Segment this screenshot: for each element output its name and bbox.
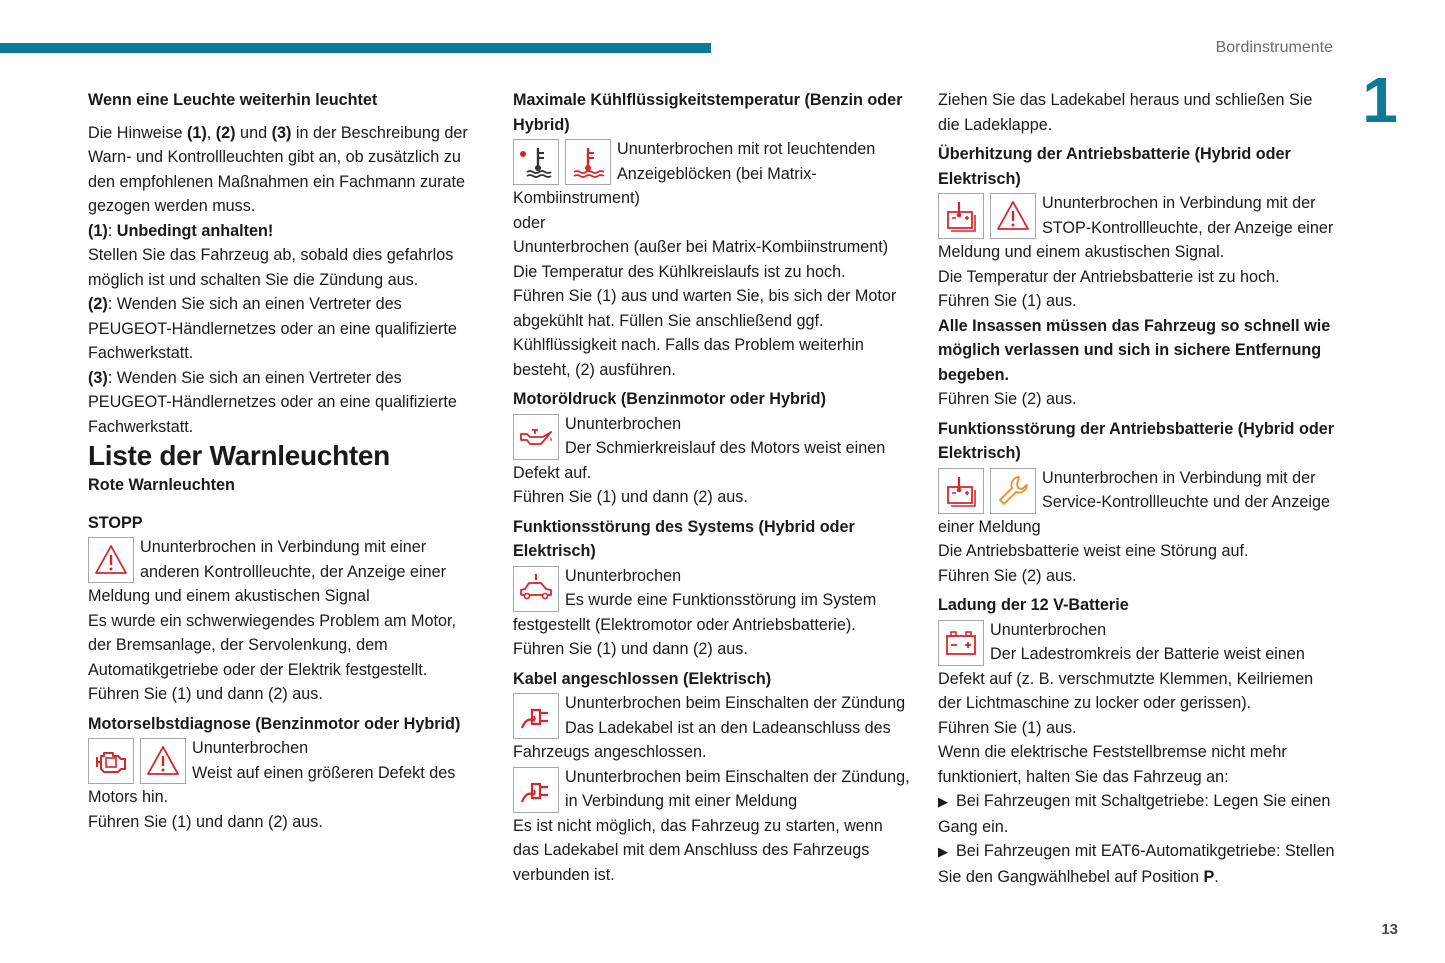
heading-oel: Motoröldruck (Benzinmotor oder Hybrid) — [513, 390, 826, 408]
lad-text-3: Führen Sie (1) aus. — [938, 718, 1077, 737]
stopp-text-1: Ununterbrochen in Verbindung mit einer anderen Kontrollleuchte, der Anzeige einer Meldung und einem akustischen Signal — [88, 538, 446, 605]
motor-text-1: Ununterbrochen — [192, 739, 309, 757]
sys-icons — [513, 566, 559, 612]
battery-temperature-icon — [938, 193, 984, 239]
top-accent-bar — [0, 43, 711, 53]
heading-kabel: Kabel angeschlossen (Elektrisch) — [513, 669, 772, 688]
battery-temperature-icon — [938, 468, 984, 514]
coolant-temp-matrix-icon — [513, 139, 559, 185]
lad-icons — [938, 620, 984, 666]
heading-ueberhitzung: Überhitzung der Antriebsbatterie (Hybrid oder Elektrisch) — [938, 145, 1291, 188]
bullet-1: ▶ Bei Fahrzeugen mit Schaltgetriebe: Legen Sie einen Gang ein. — [938, 789, 1338, 839]
funk-text-2: Die Antriebsbatterie weist eine Störung auf. — [938, 542, 1249, 560]
kabel-text-4: Es ist nicht möglich, das Fahrzeug zu starten, wenn das Ladekabel mit dem Anschluss des Fahrzeugs verbunden ist. — [513, 816, 883, 884]
oel-icons — [513, 414, 559, 460]
ueber-text-4: Alle Insassen müssen das Fahrzeug so schnell wie möglich verlassen und sich in sichere Entfernung begeben. — [938, 316, 1331, 384]
ueber-text-2: Die Temperatur der Antriebsbatterie ist zu hoch. — [938, 267, 1280, 286]
stopp-icons — [88, 537, 134, 583]
heading-ladung: Ladung der 12 V-Batterie — [938, 596, 1129, 614]
stopp-text-3: Führen Sie (1) und dann (2) aus. — [88, 685, 323, 703]
page-number: 13 — [1381, 921, 1398, 938]
car-warning-icon — [513, 566, 559, 612]
heading-rote: Rote Warnleuchten — [88, 476, 235, 494]
wrench-service-icon — [990, 468, 1036, 514]
sys-text-2: Es wurde eine Funktionsstörung im System festgestellt (Elektromotor oder Antriebsbatterie). — [513, 591, 877, 634]
kuehl-text-4: Führen Sie (1) aus und warten Sie, bis sich der Motor abgekühlt hat. Füllen Sie anschließend ggf. Kühlflüssigkeit nach. Falls das Problem weiterhin besteht, (2) ausführen. — [513, 287, 897, 379]
ueber-text-5: Führen Sie (2) aus. — [938, 390, 1077, 408]
chapter-number: 1 — [1362, 64, 1398, 136]
kuehl-text-1: Ununterbrochen mit rot leuchtenden Anzeigeblöcken (bei Matrix-Kombiinstrument) — [513, 140, 876, 207]
intro-paragraph: Die Hinweise (1), (2) und (3) in der Beschreibung der Warn- und Kontrollleuchten gibt an, ob zusätzlich zu den empfohlenen Maßnahmen ein Fachmann zurate gezogen werden muss. — [88, 123, 468, 215]
warning-triangle-icon — [88, 537, 134, 583]
motor-icons — [88, 738, 186, 784]
kuehl-icons — [513, 139, 611, 185]
ueber-text-3: Führen Sie (1) aus. — [938, 292, 1077, 310]
kabel-icons-1 — [513, 693, 559, 739]
note-1: (1): Unbedingt anhalten! — [88, 221, 274, 240]
kabel-text-3: Ununterbrochen beim Einschalten der Zündung, in Verbindung mit einer Meldung — [565, 767, 910, 810]
kabel-text-2: Das Ladekabel ist an den Ladeanschluss des Fahrzeugs angeschlossen. — [513, 718, 891, 761]
column-3 — [938, 88, 1338, 889]
coolant-temp-icon — [565, 139, 611, 185]
lad-text-2: Der Ladestromkreis der Batterie weist einen Defekt auf (z. B. verschmutzte Klemmen, Keilriemen der Lichtmaschine zu locker oder gerissen). — [938, 645, 1314, 712]
kabel-text-1: Ununterbrochen beim Einschalten der Zündung — [565, 694, 906, 712]
ueber-icons — [938, 193, 1036, 239]
kuehl-text-2: Ununterbrochen (außer bei Matrix-Kombiinstrument) — [513, 238, 889, 256]
section-title: Bordinstrumente — [1215, 39, 1333, 56]
bullet-2: ▶ Bei Fahrzeugen mit EAT6-Automatikgetriebe: Stellen Sie den Gangwählhebel auf Position P. — [938, 839, 1338, 889]
oel-text-2: Der Schmierkreislauf des Motors weist einen Defekt auf. — [513, 439, 886, 482]
lad-text-4: Wenn die elektrische Feststellbremse nicht mehr funktioniert, halten Sie das Fahrzeug an: — [938, 743, 1287, 786]
lad-text-1: Ununterbrochen — [990, 620, 1107, 639]
charging-plug-icon — [513, 767, 559, 813]
funk-icons — [938, 468, 1036, 514]
sys-text-1: Ununterbrochen — [565, 566, 682, 585]
cont-text-1: Ziehen Sie das Ladekabel heraus und schließen Sie die Ladeklappe. — [938, 91, 1313, 134]
column-2 — [513, 88, 911, 887]
kabel-icons-2 — [513, 767, 559, 813]
heading-liste: Liste der Warnleuchten — [88, 440, 390, 471]
ueber-text-1: Ununterbrochen in Verbindung mit der STOP-Kontrollleuchte, der Anzeige einer Meldung und einem akustischen Signal. — [938, 194, 1334, 261]
note-1-desc: Stellen Sie das Fahrzeug ab, sobald dies gefahrlos möglich ist und schalten Sie die Zündung aus. — [88, 246, 454, 289]
funk-text-3: Führen Sie (2) aus. — [938, 566, 1077, 585]
oil-can-icon — [513, 414, 559, 460]
heading-kuehl: Maximale Kühlflüssigkeitstemperatur (Benzin oder Hybrid) — [513, 91, 903, 134]
column-1 — [88, 88, 483, 834]
heading-stopp: STOPP — [88, 513, 143, 532]
heading-motor: Motorselbstdiagnose (Benzinmotor oder Hybrid) — [88, 714, 461, 733]
motor-text-3: Führen Sie (1) und dann (2) aus. — [88, 812, 323, 831]
engine-icon — [88, 738, 134, 784]
heading-leuchtet: Wenn eine Leuchte weiterhin leuchtet — [88, 91, 378, 109]
motor-text-2: Weist auf einen größeren Defekt des Motors hin. — [88, 763, 456, 806]
oel-text-1: Ununterbrochen — [565, 414, 682, 433]
note-2: (2): Wenden Sie sich an einen Vertreter des PEUGEOT-Händlernetzes oder an eine qualifizierte Fachwerkstatt. — [88, 295, 457, 362]
oel-text-3: Führen Sie (1) und dann (2) aus. — [513, 488, 748, 506]
funk-text-1: Ununterbrochen in Verbindung mit der Service-Kontrollleuchte und der Anzeige einer Meldung — [938, 468, 1330, 536]
stopp-text-2: Es wurde ein schwerwiegendes Problem am Motor, der Bremsanlage, der Servolenkung, dem Automatikgetriebe oder der Elektrik festgestellt. — [88, 611, 456, 679]
heading-sys: Funktionsstörung des Systems (Hybrid oder Elektrisch) — [513, 517, 855, 560]
kuehl-text-3: Die Temperatur des Kühlkreislaufs ist zu hoch. — [513, 262, 846, 281]
charging-plug-icon — [513, 693, 559, 739]
battery-icon — [938, 620, 984, 666]
kuehl-oder: oder — [513, 213, 546, 232]
warning-triangle-icon — [990, 193, 1036, 239]
sys-text-3: Führen Sie (1) und dann (2) aus. — [513, 640, 748, 658]
warning-triangle-icon — [140, 738, 186, 784]
heading-funktionsstoerung: Funktionsstörung der Antriebsbatterie (Hybrid oder Elektrisch) — [938, 419, 1335, 462]
note-3: (3): Wenden Sie sich an einen Vertreter des PEUGEOT-Händlernetzes oder an eine qualifizierte Fachwerkstatt. — [88, 368, 457, 436]
